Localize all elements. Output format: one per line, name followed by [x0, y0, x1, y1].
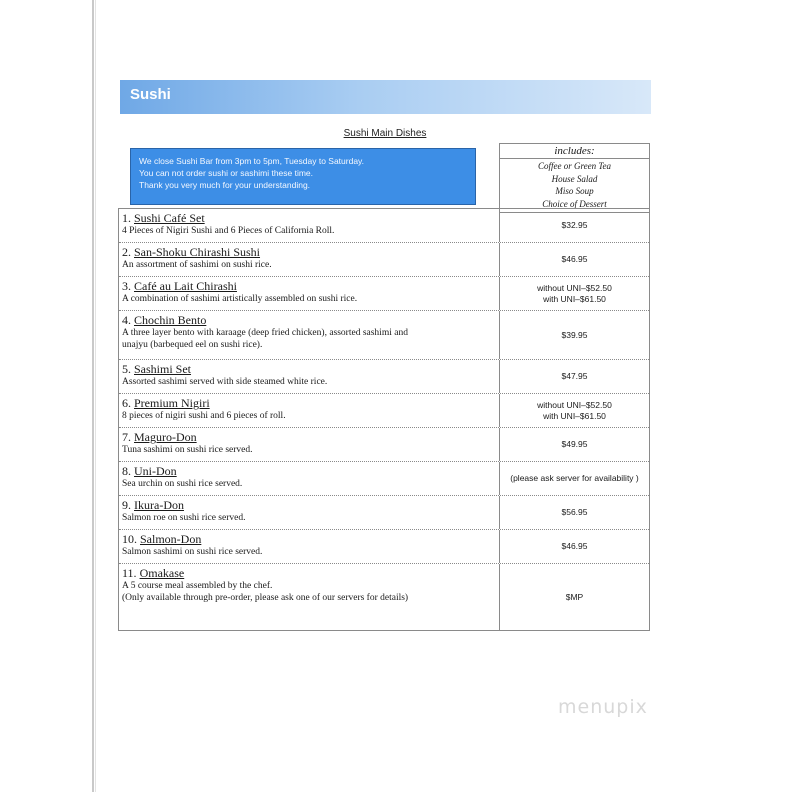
menu-item-details [119, 311, 499, 359]
menu-item-price [499, 530, 649, 563]
page-edge-shadow [95, 0, 96, 792]
menu-item-details [119, 462, 499, 495]
menu-item-details [119, 209, 499, 242]
notice-line: You can not order sushi or sashimi these time. [139, 168, 314, 178]
section-header [120, 80, 651, 114]
menu-item-description: Assorted sashimi served with side steamed white rice. [122, 377, 328, 387]
menu-item-description: unajyu (barbequed eel on sushi rice). [122, 340, 263, 350]
menu-item-title: Salmon-Don [140, 532, 202, 546]
includes-item: Choice of Dessert [542, 198, 607, 209]
menu-item-row [119, 428, 649, 462]
menu-item-title: Uni-Don [134, 464, 177, 478]
menu-item-name [122, 245, 496, 259]
menu-item-title: San-Shoku Chirashi Sushi [134, 245, 261, 259]
menu-item-description: Salmon roe on sushi rice served. [122, 513, 246, 523]
price-line: with UNI–$61.50 [543, 293, 606, 304]
menu-item-title: Maguro-Don [134, 430, 197, 444]
price-line: $MP [565, 591, 584, 602]
menu-item-description: (Only available through pre-order, please ask one of our servers for details) [122, 593, 409, 603]
menu-item-number: 8. [122, 464, 131, 478]
price-line: (please ask server for availability ) [510, 473, 639, 483]
notice-line: We close Sushi Bar from 3pm to 5pm, Tuesday to Saturday. [139, 156, 365, 166]
menu-item-price [499, 360, 649, 393]
menu-item-title: Chochin Bento [134, 313, 207, 327]
menu-item-number: 9. [122, 498, 131, 512]
menu-item-details [119, 277, 499, 310]
menu-item-number: 10. [122, 532, 137, 546]
menu-item-description: An assortment of sashimi on sushi rice. [122, 260, 272, 270]
menu-item-name [122, 430, 496, 444]
menu-item-row [119, 243, 649, 277]
price-line: $39.95 [561, 329, 588, 340]
includes-item: Miso Soup [555, 186, 594, 196]
includes-title: includes: [500, 144, 649, 159]
menu-item-description: Tuna sashimi on sushi rice served. [122, 445, 253, 455]
menu-item-price [499, 394, 649, 427]
menu-item-title: Sashimi Set [134, 362, 192, 376]
price-line: $32.95 [561, 220, 588, 230]
menu-item-price [499, 496, 649, 529]
menu-item-number: 3. [122, 279, 131, 293]
menu-item-row [119, 462, 649, 496]
menu-item-description: 8 pieces of nigiri sushi and 6 pieces of roll. [122, 411, 286, 421]
menu-item-title: Premium Nigiri [134, 396, 210, 410]
menu-item-title: Omakase [139, 566, 185, 580]
section-title: Sushi [130, 86, 171, 103]
menu-item-price [499, 428, 649, 461]
watermark: menupix [558, 696, 648, 718]
menu-item-description: A combination of sashimi artistically assembled on sushi rice. [122, 294, 358, 304]
menu-item-name [122, 313, 496, 327]
menu-item-number: 11. [122, 566, 137, 580]
menu-item-row [119, 496, 649, 530]
menu-item-name [122, 566, 496, 580]
price-line: without UNI–$52.50 [537, 399, 612, 410]
menu-item-name [122, 464, 496, 478]
menu-item-name [122, 396, 496, 410]
menu-item-price [499, 564, 649, 630]
notice-line: Thank you very much for your understanding. [139, 180, 311, 190]
menu-item-name [122, 498, 496, 512]
menu-item-name [122, 211, 496, 225]
includes-item: Coffee or Green Tea [537, 161, 612, 171]
price-line: with UNI–$61.50 [543, 410, 606, 421]
menu-item-row [119, 311, 649, 360]
menu-item-row [119, 209, 649, 243]
menu-table [118, 208, 650, 631]
menu-item-description: Sea urchin on sushi rice served. [122, 479, 243, 489]
menu-item-price [499, 277, 649, 310]
menu-item-details [119, 243, 499, 276]
menu-item-price [499, 311, 649, 359]
price-line: $47.95 [561, 371, 588, 381]
menu-item-row [119, 394, 649, 428]
menu-item-title: Ikura-Don [134, 498, 184, 512]
menu-item-details [119, 428, 499, 461]
menu-item-row [119, 360, 649, 394]
page-edge [92, 0, 94, 792]
menu-item-description: A three layer bento with karaage (deep fried chicken), assorted sashimi and [122, 328, 408, 338]
menu-item-description: 4 Pieces of Nigiri Sushi and 6 Pieces of California Roll. [122, 226, 335, 236]
menu-item-number: 6. [122, 396, 131, 410]
menu-item-number: 4. [122, 313, 131, 327]
menu-subtitle: Sushi Main Dishes [343, 128, 427, 139]
menu-item-details [119, 360, 499, 393]
menu-item-row [119, 530, 649, 564]
menu-item-title: Sushi Café Set [134, 211, 205, 225]
menu-item-row [119, 564, 649, 630]
price-line: $46.95 [561, 541, 588, 551]
menu-item-number: 5. [122, 362, 131, 376]
price-line: $56.95 [561, 507, 588, 517]
menu-item-details [119, 394, 499, 427]
menu-item-price [499, 243, 649, 276]
menu-item-details [119, 564, 499, 630]
notice-box [130, 148, 476, 205]
includes-box [499, 143, 650, 213]
price-line: $49.95 [561, 439, 588, 449]
menu-item-price [499, 462, 649, 495]
menu-item-description: A 5 course meal assembled by the chef. [122, 581, 273, 591]
includes-item: House Salad [551, 173, 598, 184]
menu-item-name [122, 532, 496, 546]
menu-item-number: 2. [122, 245, 131, 259]
menu-item-description: Salmon sashimi on sushi rice served. [122, 547, 263, 557]
includes-list [500, 159, 649, 210]
menu-item-name [122, 362, 496, 376]
price-line: without UNI–$52.50 [537, 282, 612, 293]
menu-item-price [499, 209, 649, 242]
menu-item-name [122, 279, 496, 293]
menu-item-number: 1. [122, 211, 131, 225]
menu-item-details [119, 530, 499, 563]
menu-item-details [119, 496, 499, 529]
menu-item-title: Café au Lait Chirashi [134, 279, 237, 293]
price-line: $46.95 [561, 254, 588, 264]
menu-item-row [119, 277, 649, 311]
menu-item-number: 7. [122, 430, 131, 444]
